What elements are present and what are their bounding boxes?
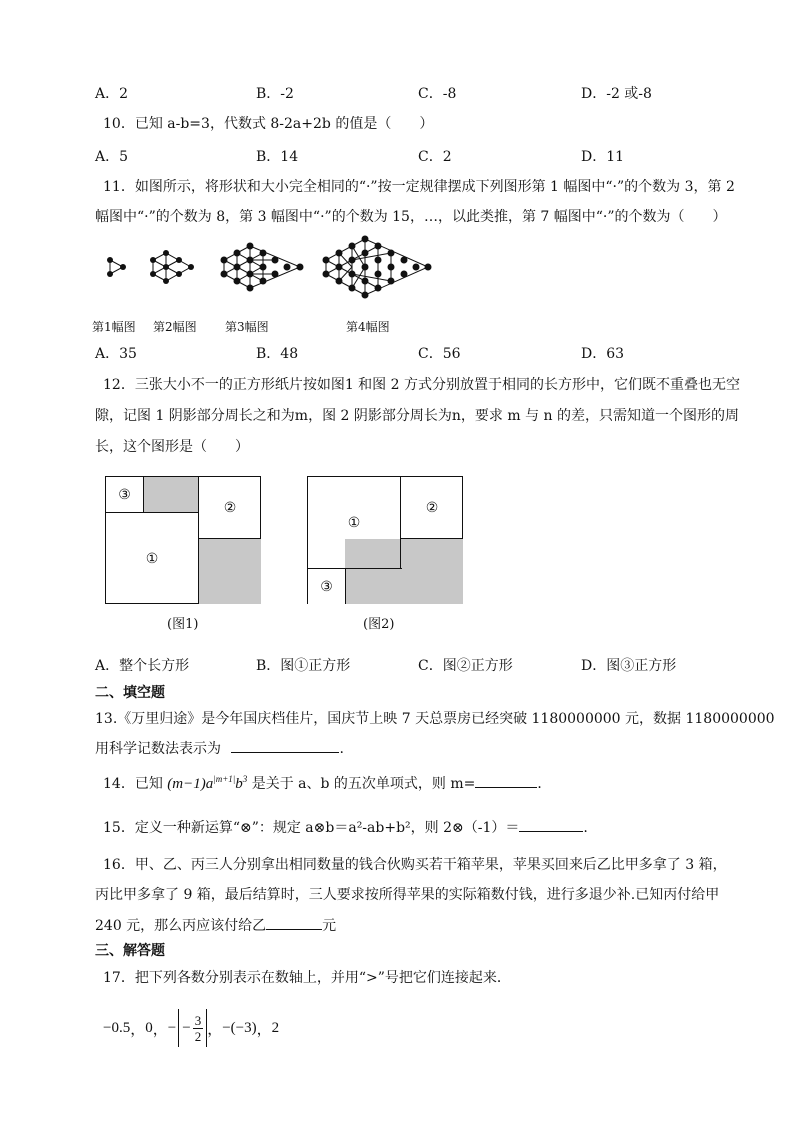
q17-sep-2: ， bbox=[152, 1021, 168, 1038]
q11-stem-line1: 11．如图所示，将形状和大小完全相同的“·”按一定规律摆成下列图形第 1 幅图中“·”的个数为 3，第 2 bbox=[103, 179, 735, 195]
q14-expression: $(m-1)a^{|m+1|}b^3$ bbox=[167, 774, 248, 792]
q9-option-d: D．-2 或-8 bbox=[581, 86, 652, 102]
q10-option-c: C．2 bbox=[418, 149, 452, 165]
q17-num-5: 2 bbox=[271, 1019, 280, 1036]
q17-num-3: − − $\frac{3}{2}$ bbox=[168, 1009, 207, 1047]
q9-option-b: B．-2 bbox=[256, 86, 294, 102]
q12-fig1-shade-bottom bbox=[199, 539, 261, 604]
q17-num-1: −0.5 bbox=[103, 1019, 131, 1036]
q14-stem bbox=[103, 773, 551, 793]
q12-fig2-caption: (图2) bbox=[363, 617, 395, 632]
q17-num-4: −(−3) bbox=[222, 1019, 257, 1036]
q14-pre: 14．已知 bbox=[103, 776, 163, 792]
q16-end: 元 bbox=[322, 918, 337, 934]
q10-option-a: A．5 bbox=[95, 149, 129, 165]
q11-option-b: B．48 bbox=[256, 346, 299, 362]
q12-fig1-shade-top bbox=[143, 477, 199, 513]
q17-numbers bbox=[103, 1007, 279, 1049]
q11-option-a: A．35 bbox=[95, 346, 137, 362]
q13-text: 用科学记数法表示为 bbox=[95, 741, 221, 757]
q14-answer-blank[interactable] bbox=[475, 774, 537, 788]
q16-answer-blank[interactable] bbox=[266, 916, 322, 930]
q12-fig2-shade-bottom bbox=[345, 568, 402, 604]
q16-stem-line1: 16．甲、乙、丙三人分别拿出相同数量的钱合伙购买若干箱苹果，苹果买回来后乙比甲多拿了 3 箱， bbox=[103, 857, 727, 873]
q12-option-b: B．图①正方形 bbox=[256, 658, 351, 674]
section-3-heading: 三、解答题 bbox=[95, 943, 165, 959]
q14-post: 是关于 a、b 的五次单项式，则 m= bbox=[251, 776, 476, 792]
q17-stem: 17．把下列各数分别表示在数轴上，并用“>”号把它们连接起来． bbox=[103, 970, 511, 986]
q17-sep-1: ， bbox=[130, 1021, 146, 1038]
q12-fig1-caption: (图1) bbox=[167, 617, 199, 632]
q10-option-d: D．11 bbox=[581, 149, 625, 165]
q12-stem-line3: 长，这个图形是（ ） bbox=[95, 439, 249, 455]
q17-sep-3: ， bbox=[207, 1021, 223, 1038]
q12-fig1-rectangle bbox=[105, 476, 261, 604]
q12-fig2-divider bbox=[400, 539, 401, 569]
q15-end: . bbox=[583, 820, 588, 836]
q17-sep-4: ， bbox=[256, 1021, 272, 1038]
q11-fig-label-1: 第1幅图 bbox=[92, 320, 136, 334]
q16-stem-line2: 丙比甲多拿了 9 箱，最后结算时，三人要求按所得苹果的实际箱数付钱，进行多退少补.已知丙付给甲 bbox=[95, 887, 720, 903]
q12-fig1-square-3: ③ bbox=[106, 477, 144, 513]
q13-end: . bbox=[339, 741, 344, 757]
q11-stem-line2: 幅图中“·”的个数为 8，第 3 幅图中“·”的个数为 15，…，以此类推，第 7 幅图中“·”的个数为（ ） bbox=[95, 209, 727, 225]
q10-option-b: B．14 bbox=[256, 149, 299, 165]
q12-option-d: D．图③正方形 bbox=[581, 658, 677, 674]
q13-stem-line1: 13.《万里归途》是今年国庆档佳片，国庆节上映 7 天总票房已经突破 1180000000 元，数据 1180000000 bbox=[95, 711, 775, 727]
q13-stem-line2 bbox=[95, 738, 344, 758]
q17-num-2: 0 bbox=[145, 1019, 153, 1036]
q11-fig-label-4: 第4幅图 bbox=[346, 320, 390, 334]
q12-fig2-square-3: ③ bbox=[308, 568, 346, 604]
q11-option-d: D．63 bbox=[581, 346, 625, 362]
section-2-heading: 二、填空题 bbox=[95, 685, 165, 701]
q15-answer-blank[interactable] bbox=[519, 818, 583, 832]
q12-fig2-square-1: ① bbox=[308, 477, 401, 569]
q12-option-c: C．图②正方形 bbox=[418, 658, 513, 674]
q12-stem-line1: 12．三张大小不一的正方形纸片按如图1 和图 2 方式分别放置于相同的长方形中，它们既不重叠也无空 bbox=[103, 377, 740, 393]
q15-stem bbox=[103, 817, 588, 837]
q12-fig1-square-1: ① bbox=[106, 512, 199, 604]
q12-fig2-square-2: ② bbox=[400, 477, 463, 539]
q16-stem-line3 bbox=[95, 915, 336, 935]
q11-fig-label-2: 第2幅图 bbox=[153, 320, 197, 334]
q16-text: 240 元，那么丙应该付给乙 bbox=[95, 918, 267, 934]
q11-dot-pattern-figures bbox=[95, 228, 445, 308]
q12-fig2-rectangle bbox=[307, 476, 463, 604]
q15-text: 15．定义一种新运算“⊗”：规定 a⊗b＝a²-ab+b²，则 2⊗（-1）＝ bbox=[103, 820, 520, 836]
q10-stem: 10．已知 a-b=3，代数式 8-2a+2b 的值是（ ） bbox=[103, 116, 434, 132]
q12-stem-line2: 隙，记图 1 阴影部分周长之和为m，图 2 阴影部分周长为n，要求 m 与 n 的差，只需知道一个图形的周 bbox=[95, 408, 739, 424]
q14-end: ． bbox=[537, 776, 552, 792]
q13-answer-blank[interactable] bbox=[231, 739, 339, 753]
q11-option-c: C．56 bbox=[418, 346, 461, 362]
q11-fig-label-3: 第3幅图 bbox=[225, 320, 269, 334]
q9-option-a: A．2 bbox=[95, 86, 129, 102]
q12-fig1-square-2: ② bbox=[198, 477, 261, 539]
q9-option-c: C．-8 bbox=[418, 86, 457, 102]
q12-option-a: A．整个长方形 bbox=[95, 658, 190, 674]
